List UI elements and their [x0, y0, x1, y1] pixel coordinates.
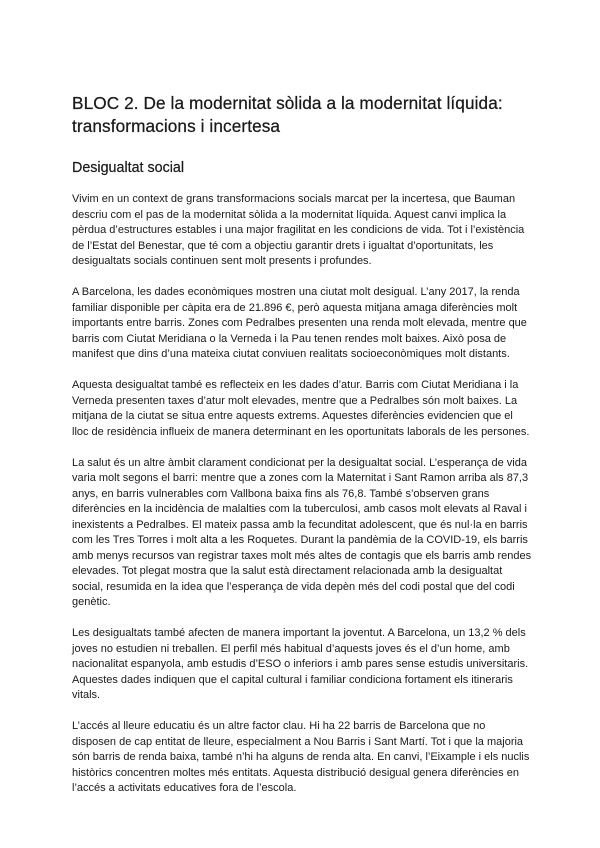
section-heading: Desigualtat social [72, 160, 185, 176]
paragraph-intro: Vivim en un context de grans transformacions socials marcat per la incertesa, que Bauman descriu com el pas de la modernitat sòlida a la modernitat líquida. Aquest canvi implica la pèrdua d’estructures estables i una major fragilitat en les condicions de vida. Tot i l’existència de l’Estat del Benestar, que té com a objectiu garantir drets i igualtat d’oportunitats, les desigualtats socials continuen sent molt presents i profundes. [72, 193, 525, 267]
document-page [72, 92, 532, 812]
paragraph-income: A Barcelona, les dades econòmiques mostren una ciutat molt desigual. L’any 2017, la renda familiar disponible per càpita era de 21.896 €, però aquesta mitjana amaga diferències molt importants entre barris. Zones com Pedralbes presenten una renda molt elevada, mentre que barris com Ciutat Meridiana o la Verneda i la Pau tenen rendes molt baixes. Això posa de manifest que dins d’una mateixa ciutat conviuen realitats socioeconòmiques molt distants. [72, 286, 527, 360]
paragraph-unemployment: Aquesta desigualtat també es reflecteix en les dades d’atur. Barris com Ciutat Meridiana i la Verneda presenten taxes d’atur molt elevades, mentre que a Pedralbes són molt baixes. La mitjana de la ciutat se situa entre aquests extrems. Aquestes diferències evidencien que el lloc de residència influeix de manera determinant en les oportunitats laborals de les persones. [72, 379, 530, 438]
paragraph-health: La salut és un altre àmbit clarament condicionat per la desigualtat social. L’esperança de vida varia molt segons el barri: mentre que a zones com la Maternitat i Sant Ramon arriba als 87,3 anys, en barris vulnerables com Vallbona baixa fins als 76,8. També s’observen grans diferències en la incidència de malalties com la tuberculosi, amb casos molt elevats al Raval i inexistents a Pedralbes. El mateix passa amb la fecunditat adolescent, que és nul·la en barris com les Tres Torres i molt alta a les Roquetes. Durant la pandèmia de la COVID-19, els barris amb menys recursos van registrar taxes molt més altes de contagis que els barris amb rendes elevades. Tot plegat mostra que la salut està directament relacionada amb la desigualtat social, resumida en la idea que l’esperança de vida depèn més del codi postal que del codi genètic. [72, 456, 532, 608]
document-title: BLOC 2. De la modernitat sòlida a la modernitat líquida: transformacions i incertesa [72, 93, 503, 136]
paragraph-leisure: L’accés al lleure educatiu és un altre factor clau. Hi ha 22 barris de Barcelona que no disposen de cap entitat de lleure, especialment a Nou Barris i Sant Martí. Tot i que la majoria són barris de renda baixa, també n’hi ha alguns de renda alta. En canvi, l’Eixample i els nuclis històrics concentren moltes més entitats. Aquesta distribució desigual genera diferències en l’accés a activitats educatives fora de l’escola. [72, 720, 530, 794]
paragraph-youth: Les desigualtats també afecten de manera important la joventut. A Barcelona, un 13,2 % dels joves no estudien ni treballen. El perfil més habitual d’aquests joves és el d’un home, amb nacionalitat espanyola, amb estudis d’ESO o inferiors i amb pares sense estudis universitaris. Aquestes dades indiquen que el capital cultural i familiar condiciona fortament els itineraris vitals. [72, 627, 529, 701]
